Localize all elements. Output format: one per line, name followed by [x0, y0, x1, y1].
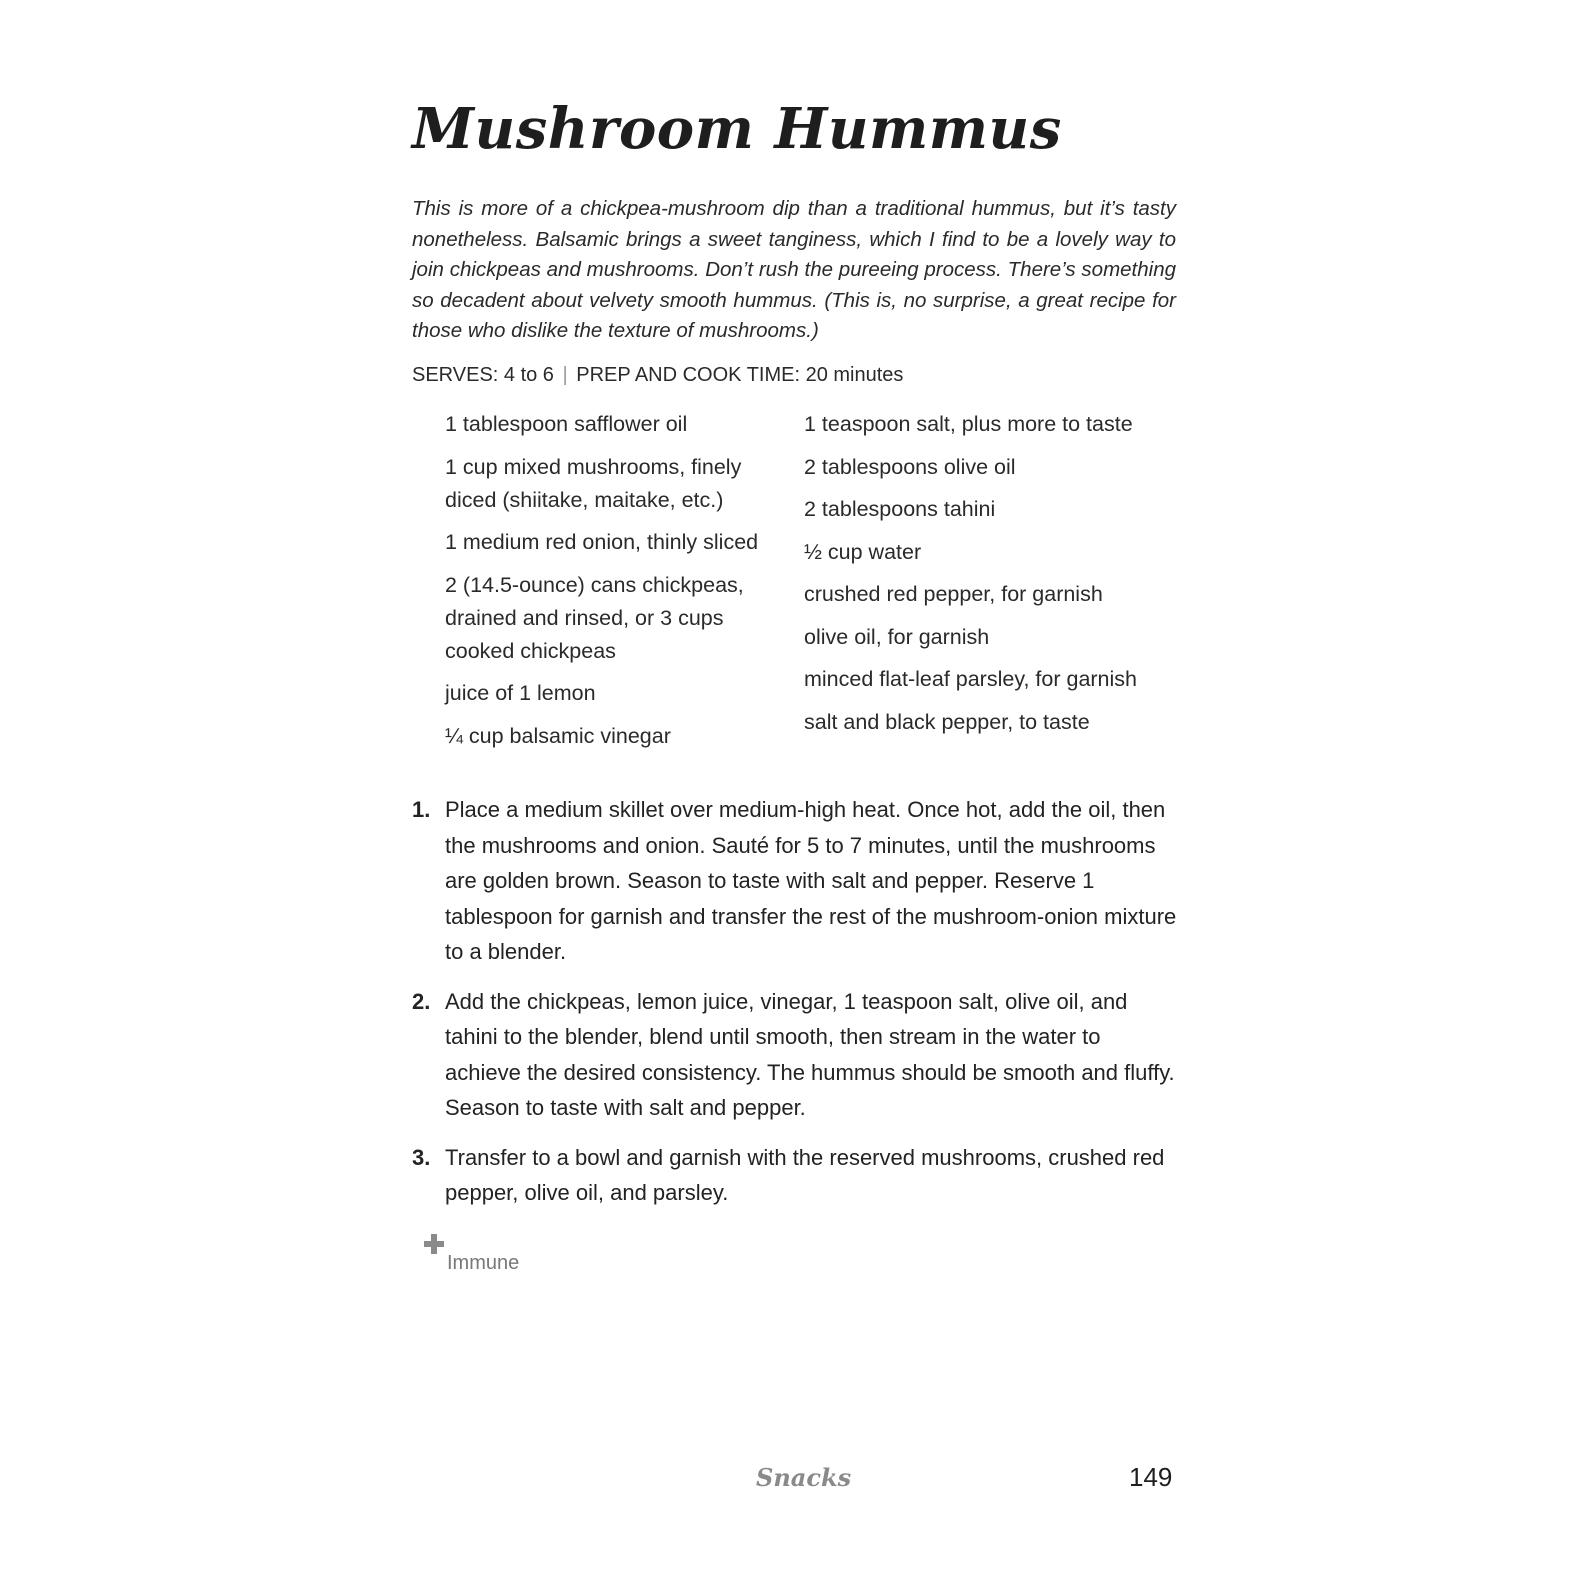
recipe-title: Mushroom Hummus	[412, 96, 1062, 162]
ingredient-item: ½ cup water	[804, 539, 922, 564]
ingredients-left-column	[445, 408, 790, 762]
page-number: 149	[1129, 1462, 1173, 1492]
ingredient-item: 1 teaspoon salt, plus more to taste	[804, 412, 1133, 436]
step-number: 3.	[412, 1144, 431, 1170]
step-number: 2.	[412, 988, 431, 1014]
instruction-step	[412, 984, 1178, 1126]
step-number: 1.	[412, 797, 431, 822]
ingredient-item: ¼ cup balsamic vinegar	[445, 723, 671, 748]
time-text: PREP AND COOK TIME: 20 minutes	[576, 364, 904, 386]
instructions-list	[412, 792, 1178, 1225]
step-text: Place a medium skillet over medium-high heat. Once hot, add the oil, then the mushrooms and onion. Sauté for 5 to 7 minutes, until the mushrooms are golden brown. Season to taste with salt and pepper. Reserve 1 tablespoon for garnish and transfer the rest of the mushroom-onion mixture to a blender.	[445, 797, 1177, 964]
instruction-step	[412, 1140, 1178, 1211]
ingredient-item: minced flat-leaf parsley, for garnish	[804, 667, 1137, 691]
ingredient-item: 2 tablespoons olive oil	[804, 454, 1016, 479]
ingredient-item: juice of 1 lemon	[445, 681, 596, 705]
recipe-meta	[412, 364, 903, 387]
tag-label: Immune	[447, 1252, 520, 1274]
meta-separator: |	[562, 364, 568, 386]
ingredients-right-column	[804, 408, 1176, 748]
instruction-step	[412, 792, 1178, 970]
ingredient-item: salt and black pepper, to taste	[804, 709, 1090, 734]
plus-icon	[424, 1234, 444, 1254]
step-text: Transfer to a bowl and garnish with the reserved mushrooms, crushed red pepper, olive oil, and parsley.	[445, 1144, 1165, 1205]
ingredient-item: 2 tablespoons tahini	[804, 497, 996, 521]
ingredient-item: crushed red pepper, for garnish	[804, 582, 1103, 606]
recipe-intro: This is more of a chickpea-mushroom dip than a traditional hummus, but it’s tasty nonetheless. Balsamic brings a sweet tanginess, which I find to be a lovely way to join chickpeas and mushrooms. Don’t rush the pureeing process. There’s something so decadent about velvety smooth hummus. (This is, no surprise, a great recipe for those who dislike the texture of mushrooms.)	[412, 197, 1176, 342]
ingredient-item: 1 cup mixed mushrooms, finely diced (shiitake, maitake, etc.)	[445, 454, 742, 512]
footer-section-name: Snacks	[756, 1463, 852, 1492]
ingredient-item: 2 (14.5-ounce) cans chickpeas, drained and rinsed, or 3 cups cooked chickpeas	[445, 572, 744, 663]
ingredient-item: 1 tablespoon safflower oil	[445, 412, 688, 436]
ingredient-item: 1 medium red onion, thinly sliced	[445, 530, 759, 554]
serves-text: SERVES: 4 to 6	[412, 364, 554, 386]
step-text: Add the chickpeas, lemon juice, vinegar, 1 teaspoon salt, olive oil, and tahini to the blender, blend until smooth, then stream in the water to achieve the desired consistency. The hummus should be smooth and fluffy. Season to taste with salt and pepper.	[445, 988, 1175, 1120]
ingredient-item: olive oil, for garnish	[804, 624, 990, 649]
